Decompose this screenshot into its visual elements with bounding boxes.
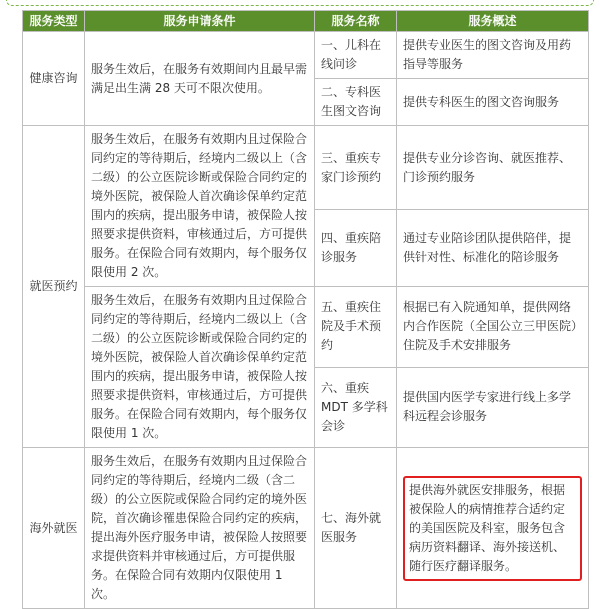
header-service-type: 服务类型 xyxy=(23,11,85,32)
header-overview: 服务概述 xyxy=(397,11,589,32)
table-row xyxy=(23,287,589,368)
header-row xyxy=(23,11,589,32)
service-desc-cell: 提供专业医生的图文咨询及用药指导等服务 xyxy=(397,32,589,79)
service-desc-cell: 提供专科医生的图文咨询服务 xyxy=(397,79,589,126)
service-desc-cell-highlighted xyxy=(397,448,589,609)
service-desc-cell: 提供专业分诊咨询、就医推荐、门诊预约服务 xyxy=(397,126,589,210)
condition-cell-overseas: 服务生效后，在服务有效期内且过保险合同约定的等待期后，经境内二级（含二级）的公立医院或保险合同约定的境外医院，首次确诊罹患保险合同约定的疾病，提出海外医疗服务申请，被保险人按照要求提供资料并审核通过后，方可提供服务。在保险合同有效期内仅限使用 1 次。 xyxy=(85,448,315,609)
condition-cell-booking-2: 服务生效后，在服务有效期内且过保险合同约定的等待期后，经境内二级以上（含二级）的公立医院诊断或保险合同约定的境外医院，被保险人首次确诊保单约定范围内的疾病，提出服务申请，被保险人按照要求提供资料，审核通过后，方可提供服务。在保险合同有效期内，每个服务仅限使用 1 次。 xyxy=(85,287,315,448)
table-row xyxy=(23,32,589,79)
service-name-cell: 五、重疾住院及手术预约 xyxy=(315,287,397,368)
header-service-name: 服务名称 xyxy=(315,11,397,32)
top-decoration xyxy=(0,0,600,10)
condition-cell-health: 服务生效后，在服务有效期间内且最早需满足出生满 28 天可不限次使用。 xyxy=(85,32,315,126)
table-row xyxy=(23,126,589,210)
type-cell-booking: 就医预约 xyxy=(23,126,85,448)
highlight-box: 提供海外就医安排服务，根据被保险人的病情推荐合适约定的美国医院及科室，服务包含病历资料翻译、海外接送机、随行医疗翻译服务。 xyxy=(403,476,582,581)
service-name-cell: 六、重疾 MDT 多学科会诊 xyxy=(315,367,397,448)
service-desc-cell: 提供国内医学专家进行线上多学科远程会诊服务 xyxy=(397,367,589,448)
header-condition: 服务申请条件 xyxy=(85,11,315,32)
service-name-cell: 一、儿科在线问诊 xyxy=(315,32,397,79)
type-cell-overseas: 海外就医 xyxy=(23,448,85,609)
service-name-cell: 二、专科医生图文咨询 xyxy=(315,79,397,126)
dashed-frame xyxy=(6,0,594,6)
service-name-cell: 七、海外就医服务 xyxy=(315,448,397,609)
service-name-cell: 四、重疾陪诊服务 xyxy=(315,210,397,287)
service-table xyxy=(22,10,589,609)
condition-cell-booking-1: 服务生效后，在服务有效期内且过保险合同约定的等待期后，经境内二级以上（含二级）的公立医院诊断或保险合同约定的境外医院，被保险人首次确诊保单约定范围内的疾病，提出服务申请，被保险人按照要求提供资料，审核通过后，方可提供服务。在保险合同有效期内，每个服务仅限使用 2 次。 xyxy=(85,126,315,287)
table-row xyxy=(23,448,589,609)
service-name-cell: 三、重疾专家门诊预约 xyxy=(315,126,397,210)
type-cell-health: 健康咨询 xyxy=(23,32,85,126)
service-desc-cell: 通过专业陪诊团队提供陪伴，提供针对性、标准化的陪诊服务 xyxy=(397,210,589,287)
service-desc-cell: 根据已有入院通知单，提供网络内合作医院（全国公立三甲医院）住院及手术安排服务 xyxy=(397,287,589,368)
